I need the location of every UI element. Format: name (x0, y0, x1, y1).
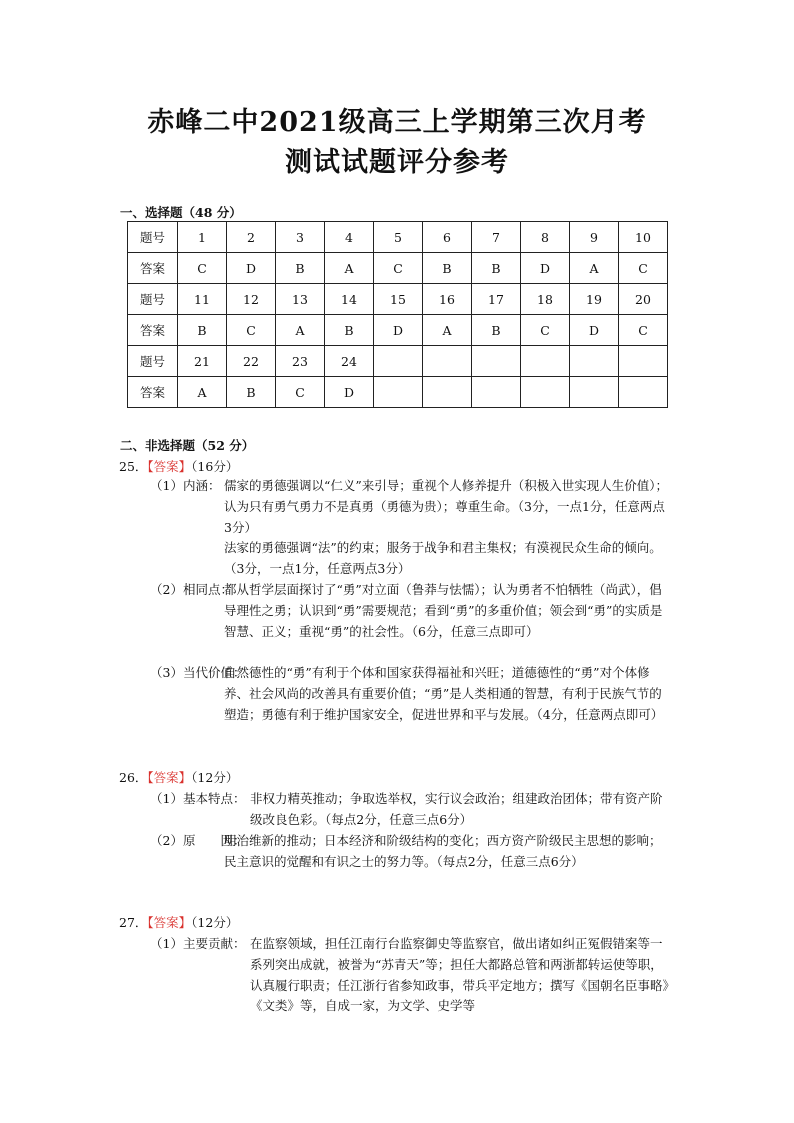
q25-item-1b (224, 538, 670, 580)
table-cell: B (276, 253, 325, 284)
table-cell: 17 (472, 284, 521, 315)
item-text: 儒家的勇德强调以“仁义”来引导；重视个人修养提升（积极入世实现人生价值）；认为只有勇气勇力不是真勇（勇德为贵）；尊重生命。（3分，一点1分，任意两点3分） (224, 478, 669, 535)
question-number: 27． (119, 915, 148, 930)
table-cell: A (570, 253, 619, 284)
table-cell (619, 377, 668, 408)
question-score: （12分） (191, 770, 239, 785)
item-text: 明治维新的推动；日本经济和阶级结构的变化；西方资产阶级民主思想的影响；民主意识的觉醒和有识之士的努力等。（每点2分，任意三点6分） (224, 833, 662, 869)
table-cell: 20 (619, 284, 668, 315)
question-score: （16分） (191, 459, 239, 474)
item-label: （2）相同点： (150, 582, 233, 597)
table-cell: 12 (227, 284, 276, 315)
table-cell: 7 (472, 222, 521, 253)
table-cell: D (570, 315, 619, 346)
table-cell: 答案 (128, 315, 178, 346)
table-cell: 4 (325, 222, 374, 253)
table-cell (423, 346, 472, 377)
item-text: 自然德性的“勇”有利于个体和国家获得福祉和兴旺；道德德性的“勇”对个体修养、社会风尚的改善具有重要价值；“勇”是人类相通的智慧，有利于民族气节的塑造；勇德有利于维护国家安全，促进世界和平与发展。（4分，任意两点即可） (224, 665, 664, 722)
table-cell: A (325, 253, 374, 284)
question-27-header (119, 913, 238, 931)
section-2-heading: 二、非选择题（52 分） (120, 438, 255, 453)
table-cell: 21 (178, 346, 227, 377)
table-cell (374, 377, 423, 408)
table-cell: A (178, 377, 227, 408)
table-cell: 16 (423, 284, 472, 315)
table-cell: 24 (325, 346, 374, 377)
table-cell: C (619, 253, 668, 284)
answer-tag: 【答案】 (147, 459, 192, 474)
table-cell: C (276, 377, 325, 408)
item-label: （1）内涵： (150, 478, 221, 493)
table-cell: 3 (276, 222, 325, 253)
item-text: 在监察领域，担任江南行台监察御史等监察官，做出诸如纠正冤假错案等一系列突出成就，被誉为“苏青天”等；担任大都路总管和两浙都转运使等职，认真履行职责；任江浙行省参知政事，带兵平定地方；撰写《国朝名臣事略》《文类》等，自成一家，为文学、史学等 (250, 936, 669, 1014)
q26-item-1 (150, 789, 670, 831)
table-cell: 1 (178, 222, 227, 253)
table-cell (472, 346, 521, 377)
table-cell: 8 (521, 222, 570, 253)
table-cell (521, 377, 570, 408)
table-cell: 答案 (128, 377, 178, 408)
table-cell: C (374, 253, 423, 284)
question-score: （12分） (191, 915, 239, 930)
item-label: （1）主要贡献： (150, 936, 246, 951)
page-subtitle: 测试试题评分参考 (285, 147, 509, 178)
table-row (128, 222, 668, 253)
q25-item-3 (150, 663, 670, 747)
table-cell: B (472, 315, 521, 346)
table-cell: 9 (570, 222, 619, 253)
table-cell: 19 (570, 284, 619, 315)
table-cell: 题号 (128, 346, 178, 377)
table-cell: 10 (619, 222, 668, 253)
table-cell: 22 (227, 346, 276, 377)
table-cell: A (423, 315, 472, 346)
question-number: 25． (119, 459, 148, 474)
item-text: 非权力精英推动；争取选举权，实行议会政治；组建政治团体；带有资产阶级改良色彩。（每点2分，任意三点6分） (250, 791, 663, 827)
table-cell: 题号 (128, 284, 178, 315)
table-cell (521, 346, 570, 377)
table-cell: D (227, 253, 276, 284)
section-1-heading: 一、选择题（48 分） (120, 205, 242, 220)
q25-item-2 (150, 580, 670, 664)
table-cell: C (227, 315, 276, 346)
table-cell: 18 (521, 284, 570, 315)
table-cell (619, 346, 668, 377)
table-cell: B (472, 253, 521, 284)
table-cell: C (178, 253, 227, 284)
page-title: 赤峰二中2021级高三上学期第三次月考 (147, 107, 647, 138)
answer-table (127, 221, 668, 408)
table-cell: B (423, 253, 472, 284)
table-cell: 题号 (128, 222, 178, 253)
q26-item-2 (150, 831, 670, 894)
table-row (128, 377, 668, 408)
item-text: 法家的勇德强调“法”的约束；服务于战争和君主集权；有漠视民众生命的倾向。（3分，一点1分，任意两点3分） (224, 540, 662, 576)
question-number: 26． (119, 770, 148, 785)
table-cell: B (227, 377, 276, 408)
table-cell: D (325, 377, 374, 408)
item-label: （3）当代价值： (150, 665, 246, 680)
q27-item-1 (150, 934, 670, 1039)
table-cell: 11 (178, 284, 227, 315)
table-cell (570, 346, 619, 377)
table-cell: D (374, 315, 423, 346)
table-cell: A (276, 315, 325, 346)
table-cell (374, 346, 423, 377)
item-label: （1）基本特点： (150, 791, 246, 806)
table-row (128, 284, 668, 315)
table-cell: 23 (276, 346, 325, 377)
item-label: （2）原 因： (150, 833, 246, 848)
table-cell: 6 (423, 222, 472, 253)
table-cell: 5 (374, 222, 423, 253)
item-text: 都从哲学层面探讨了“勇”对立面（鲁莽与怯懦）；认为勇者不怕牺牲（尚武），倡导理性之勇；认识到“勇”需要规范；看到“勇”的多重价值；领会到“勇”的实质是智慧、正义；重视“勇”的社会性。（6分，任意三点即可） (224, 582, 663, 639)
table-cell: 13 (276, 284, 325, 315)
table-cell: 14 (325, 284, 374, 315)
table-cell: C (521, 315, 570, 346)
answer-tag: 【答案】 (147, 770, 192, 785)
table-cell (423, 377, 472, 408)
table-cell: 2 (227, 222, 276, 253)
table-cell: D (521, 253, 570, 284)
table-cell (472, 377, 521, 408)
answer-tag: 【答案】 (147, 915, 192, 930)
table-cell: B (178, 315, 227, 346)
table-row (128, 346, 668, 377)
question-25-header (119, 457, 238, 475)
table-cell: 15 (374, 284, 423, 315)
table-cell: B (325, 315, 374, 346)
table-row (128, 315, 668, 346)
table-cell (570, 377, 619, 408)
question-26-header (119, 768, 238, 786)
table-cell: 答案 (128, 253, 178, 284)
table-cell: C (619, 315, 668, 346)
table-row (128, 253, 668, 284)
